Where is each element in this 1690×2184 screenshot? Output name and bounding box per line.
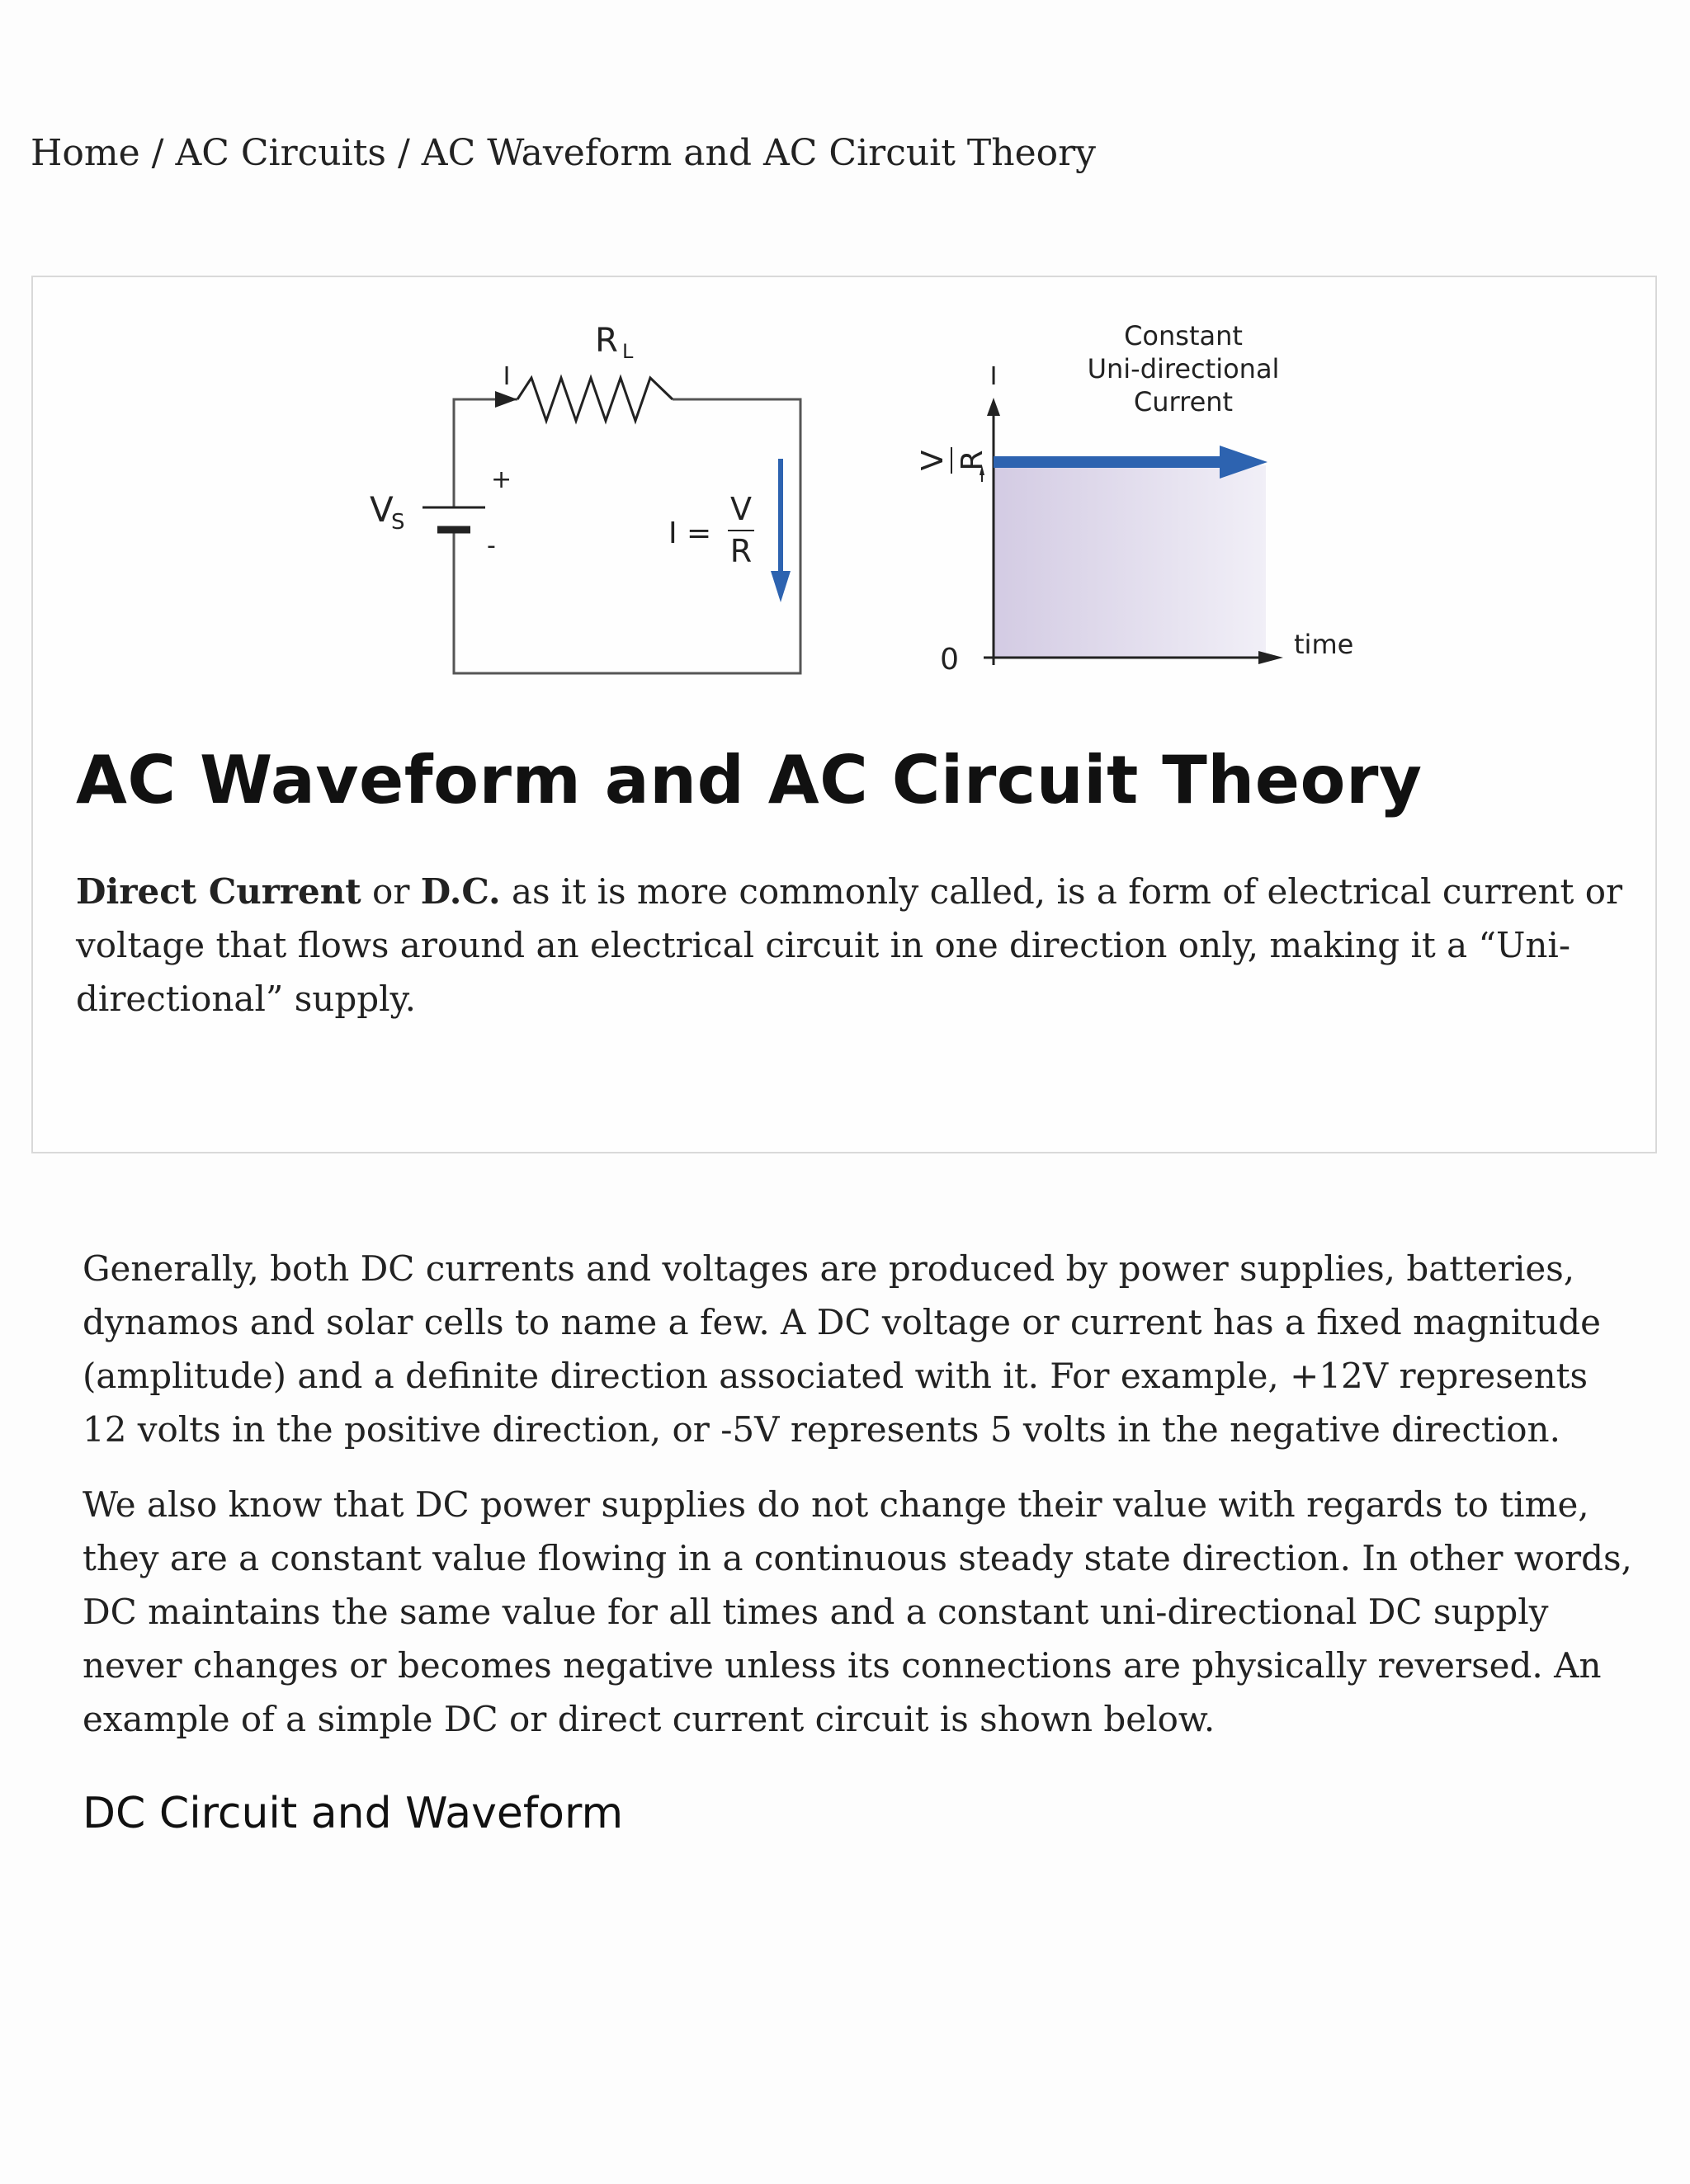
graph-annotation-line3: Current	[1133, 386, 1234, 417]
article-paragraph-1: Generally, both DC currents and voltages are produced by power supplies, batteries, dynamos and solar cells to name a few. A DC voltage or current has a fixed magnitude (amplitude) and a definite direction associated with it. For example, +12V represents 12 volts in the positive direction, or -5V represents 5 volts in the negative direction.	[83, 1248, 1601, 1450]
dc-waveform-graph	[916, 320, 1353, 677]
resistor-label-subscript: L	[622, 340, 634, 363]
breadcrumb	[31, 132, 1096, 174]
graph-y-axis-label: I	[989, 362, 998, 391]
intro-text-connector: or	[361, 871, 421, 912]
ohms-law-numerator: V	[730, 491, 752, 527]
battery-minus-label: -	[487, 531, 496, 560]
resistor-label: R	[595, 322, 618, 360]
graph-x-axis-arrowhead	[1258, 651, 1283, 664]
graph-annotation-line2: Uni-directional	[1087, 353, 1280, 384]
battery-plus-label: +	[491, 465, 512, 494]
graph-y-axis-arrowhead	[987, 398, 1000, 416]
dc-circuit-figure	[33, 277, 1659, 706]
intro-text-body: as it is more commonly called, is a form of electrical current or voltage that flows around an electrical circuit in one direction only, making it a “Uni-directional” supply.	[76, 871, 1623, 1019]
breadcrumb-home-link[interactable]: Home	[31, 132, 140, 174]
level-label-numerator: V	[916, 450, 950, 471]
article-paragraph-2: We also know that DC power supplies do not change their value with regards to time, they are a constant value flowing in a continuous steady state direction. In other words, DC maintains the same value for all times and a constant uni-directional DC supply never changes or becomes negative unless its connections are physically reversed. An example of a simple DC or direct current circuit is shown below.	[83, 1484, 1632, 1739]
graph-x-axis-label: time	[1294, 629, 1354, 660]
level-label-denominator: R	[956, 450, 989, 471]
dc-circuit-schematic	[370, 322, 800, 673]
page-title: AC Waveform and AC Circuit Theory	[76, 742, 1423, 818]
current-flow-arrow-head	[771, 571, 791, 602]
intro-term-dc: D.C.	[420, 871, 501, 912]
breadcrumb-separator: /	[397, 132, 410, 174]
ohms-law-lhs: I =	[668, 517, 712, 550]
current-direction-arrow	[495, 391, 517, 408]
source-voltage-label: V	[370, 489, 394, 530]
breadcrumb-ac-circuits-link[interactable]: AC Circuits	[175, 132, 386, 174]
hero-intro-paragraph	[76, 865, 1636, 1026]
article-content	[83, 1242, 1634, 1838]
graph-annotation-line1: Constant	[1124, 320, 1243, 351]
intro-term-direct-current: Direct Current	[76, 871, 361, 912]
section-heading-dc-circuit: DC Circuit and Waveform	[83, 1789, 624, 1838]
resistor-zigzag	[517, 378, 673, 421]
hero-card	[31, 276, 1657, 1153]
breadcrumb-current-page: AC Waveform and AC Circuit Theory	[421, 132, 1097, 174]
current-area-fill	[994, 465, 1266, 658]
circuit-current-label: I	[503, 362, 511, 391]
level-label-vertical	[916, 447, 989, 474]
graph-origin-label: 0	[940, 643, 959, 677]
ohms-law-denominator: R	[729, 533, 753, 569]
source-voltage-subscript: S	[391, 510, 405, 535]
breadcrumb-separator: /	[151, 132, 164, 174]
